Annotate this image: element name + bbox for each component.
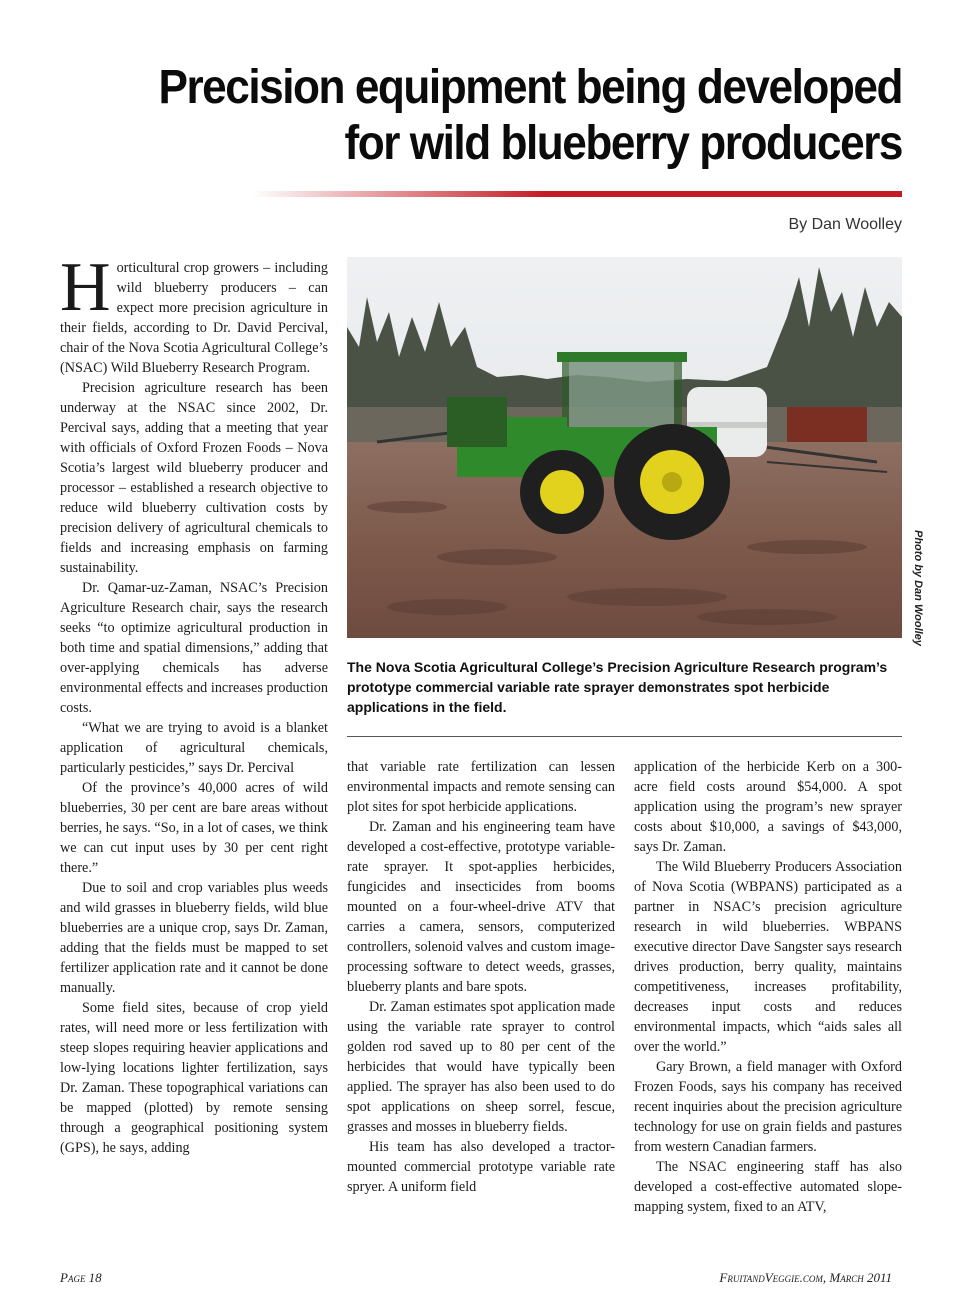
headline-line-1: Precision equipment being developed: [158, 61, 902, 114]
column-3: [634, 757, 902, 1217]
tractor-sprayer-photo: [347, 257, 902, 638]
photo-caption: The Nova Scotia Agricultural College’s Precision Agriculture Research program’s prototype commercial variable rate sprayer demonstrates spot herbicide applications in the field.: [347, 659, 888, 715]
paragraph-13: The Wild Blueberry Producers Association of Nova Scotia (WBPANS) participated as a partner in NSAC’s precision agriculture research in wild blueberries. WBPANS executive director Dave Sangster says research drives production, berry quality, maintains competitiveness, increases profitability, decreases input costs and reduces environmental impacts, which “aids sales all over the world.”: [634, 859, 902, 1055]
column-1: [60, 249, 328, 1158]
paragraph-7: Some field sites, because of crop yield rates, will need more or less fertilization with steep slopes requiring heavier applications and low-lying locations lighter fertilization, says Dr. Zaman. These topographical variations can be mapped (plotted) by remote sensing through a geographical positioning system (GPS), he says, adding: [60, 1000, 328, 1156]
paragraph-2: Precision agriculture research has been underway at the NSAC since 2002, Dr. Percival says, adding that a meeting that year with officials of Oxford Frozen Foods – Nova Scotia’s largest wild blueberry producer and processor – established a research objective to reduce wild blueberry cultivation costs by precision delivery of agricultural chemicals to fields and increasing emphasis on farming sustainability.: [60, 380, 328, 576]
paragraph-15: The NSAC engineering staff has also developed a cost-effective automated slope-mapping system, fixed to an ATV,: [634, 1159, 902, 1215]
drop-cap: H: [60, 249, 111, 326]
paragraph-1-text: orticultural crop growers – including wild blueberry producers – can expect more precision agriculture in their fields, according to Dr. David Percival, chair of the Nova Scotia Agricultural College’s (NSAC) Wild Blueberry Research Program.: [60, 260, 328, 376]
byline: By Dan Woolley: [788, 216, 902, 233]
caption-rule: [347, 736, 902, 737]
publication-info: FruitandVeggie.com, March 2011: [719, 1270, 892, 1285]
paragraph-9: Dr. Zaman and his engineering team have developed a cost-effective, prototype variable-rate sprayer. It spot-applies herbicides, fungicides and insecticides from booms mounted on a four-wheel-drive ATV that carries a camera, sensors, computerized controllers, solenoid valves and custom image-processing software to detect weeds, grasses, blueberry plants and bare spots.: [347, 819, 615, 995]
paragraph-5: Of the province’s 40,000 acres of wild blueberries, 30 per cent are bare areas without berries, he says. “So, in a lot of cases, we think we can cut input uses by 30 per cent right there.”: [60, 780, 328, 876]
photo-credit: Photo by Dan Woolley: [912, 530, 924, 646]
headline-rule: [252, 191, 902, 197]
page-number: Page 18: [60, 1270, 102, 1285]
paragraph-1: [60, 249, 328, 378]
headline-line-2: for wild blueberry producers: [344, 117, 902, 170]
paragraph-3: Dr. Qamar-uz-Zaman, NSAC’s Precision Agriculture Research chair, says the research seeks “to optimize agricultural production in both time and spatial dimensions,” adding that over-applying chemicals has adverse environmental effects and increases production costs.: [60, 580, 328, 716]
headline: [111, 60, 902, 172]
column-2: [347, 757, 615, 1197]
paragraph-14: Gary Brown, a field manager with Oxford Frozen Foods, says his company has received recent inquiries about the precision agriculture technology for use on grain fields and pastures from western Canadian farmers.: [634, 1059, 902, 1155]
paragraph-11: His team has also developed a tractor-mounted commercial prototype variable rate spryer. A uniform field: [347, 1139, 615, 1195]
paragraph-4: “What we are trying to avoid is a blanket application of agricultural chemicals, particularly pesticides,” says Dr. Percival: [60, 720, 328, 776]
paragraph-6: Due to soil and crop variables plus weeds and wild grasses in blueberry fields, wild blue blueberries are a unique crop, says Dr. Zaman, adding that the fields must be mapped to set fertilizer application rate and it cannot be done manually.: [60, 880, 328, 996]
paragraph-8: that variable rate fertilization can lessen environmental impacts and remote sensing can plot sites for spot herbicide applications.: [347, 759, 615, 815]
paragraph-12: application of the herbicide Kerb on a 300-acre field costs around $54,000. A spot application using the program’s new sprayer costs about $10,000, a savings of $43,000, says Dr. Zaman.: [634, 759, 902, 855]
photo-illustration: [347, 257, 902, 638]
paragraph-10: Dr. Zaman estimates spot application made using the variable rate sprayer to control golden rod saved up to 80 per cent of the herbicides that would have typically been applied. The sprayer has also been used to do spot applications on sheep sorrel, fescue, grasses and mosses in blueberry fields.: [347, 999, 615, 1135]
